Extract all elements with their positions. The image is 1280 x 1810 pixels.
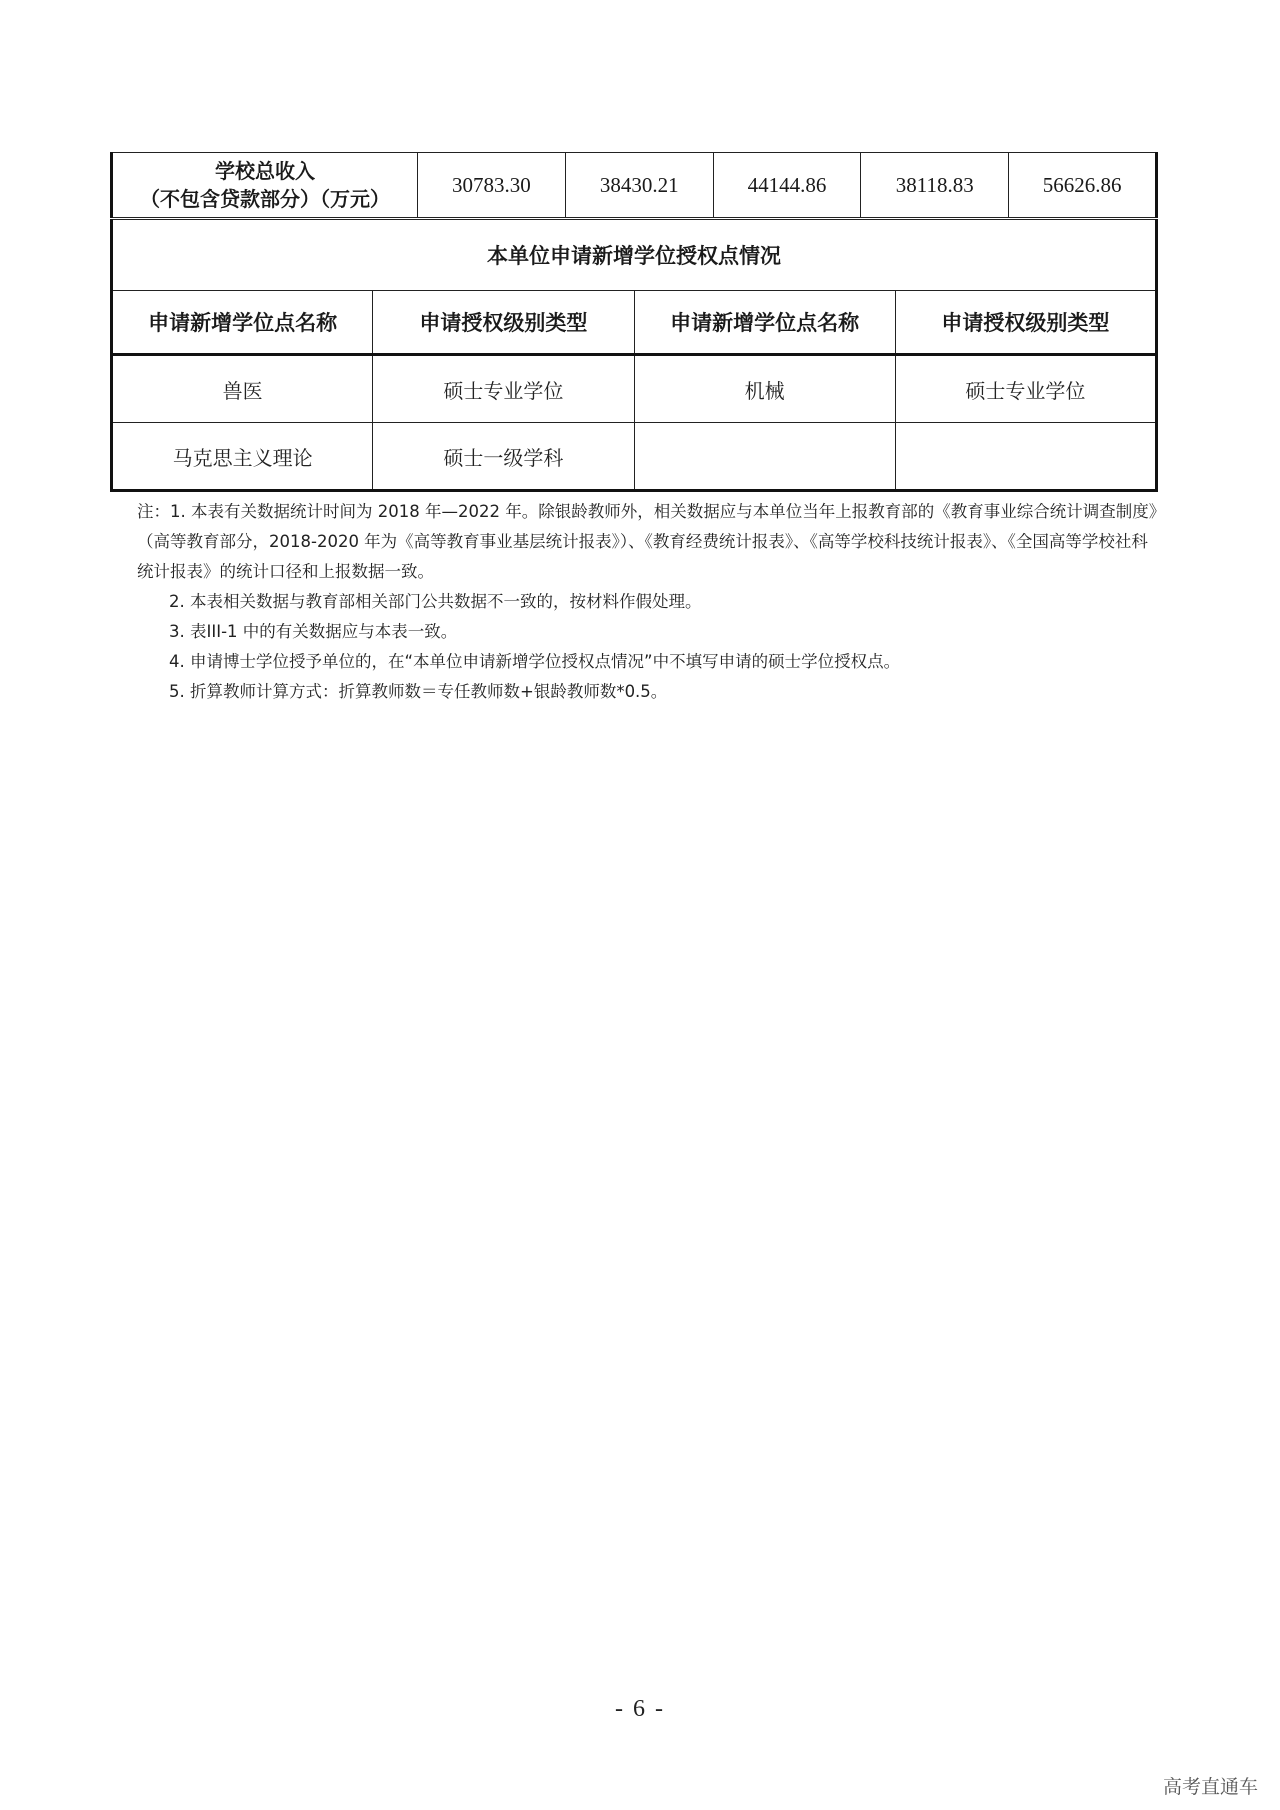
cell-degree-name: 兽医	[112, 355, 373, 423]
note-2: 2. 本表相关数据与教育部相关部门公共数据不一致的，按材料作假处理。	[169, 592, 702, 611]
income-value-4: 38118.83	[861, 153, 1009, 218]
note-3: 3. 表III-1 中的有关数据应与本表一致。	[169, 622, 458, 641]
page-number: - 6 -	[615, 1696, 665, 1722]
notes-section	[137, 497, 1159, 707]
header-degree-name-1: 申请新增学位点名称	[112, 291, 373, 355]
table-row	[112, 355, 1157, 423]
header-auth-type-2: 申请授权级别类型	[895, 291, 1156, 355]
auth-title-row	[112, 220, 1157, 291]
income-label-line2: （不包含贷款部分）（万元）	[140, 187, 390, 211]
header-degree-name-2: 申请新增学位点名称	[634, 291, 895, 355]
auth-section-title: 本单位申请新增学位授权点情况	[112, 220, 1157, 291]
income-value-5: 56626.86	[1009, 153, 1157, 218]
income-value-3: 44144.86	[713, 153, 861, 218]
table-row	[112, 423, 1157, 491]
header-auth-type-1: 申请授权级别类型	[373, 291, 634, 355]
watermark: 高考直通车	[1162, 1776, 1258, 1798]
cell-degree-name: 机械	[634, 355, 895, 423]
income-value-1: 30783.30	[418, 153, 566, 218]
auth-table	[110, 219, 1158, 492]
note-4: 4. 申请博士学位授予单位的，在“本单位申请新增学位授权点情况”中不填写申请的硕士学位授权点。	[169, 652, 901, 671]
cell-auth-type: 硕士专业学位	[895, 355, 1156, 423]
income-row	[112, 153, 1157, 218]
income-table	[110, 152, 1158, 218]
cell-degree-name	[634, 423, 895, 491]
auth-header-row	[112, 291, 1157, 355]
cell-auth-type: 硕士一级学科	[373, 423, 634, 491]
cell-degree-name: 马克思主义理论	[112, 423, 373, 491]
income-value-2: 38430.21	[565, 153, 713, 218]
cell-auth-type: 硕士专业学位	[373, 355, 634, 423]
income-label-line1: 学校总收入	[215, 159, 315, 183]
note-1: 注：1. 本表有关数据统计时间为 2018 年—2022 年。除银龄教师外，相关数据应与本单位当年上报教育部的《教育事业综合统计调查制度》（高等教育部分，2018-2020 年为《高等教育事业基层统计报表》）、《教育经费统计报表》、《高等学校科技统计报表》、《全国高等学校社科统计报表》的统计口径和上报数据一致。	[137, 502, 1157, 581]
cell-auth-type	[895, 423, 1156, 491]
note-5: 5. 折算教师计算方式：折算教师数＝专任教师数+银龄教师数*0.5。	[169, 682, 668, 701]
income-label-cell	[112, 153, 418, 218]
